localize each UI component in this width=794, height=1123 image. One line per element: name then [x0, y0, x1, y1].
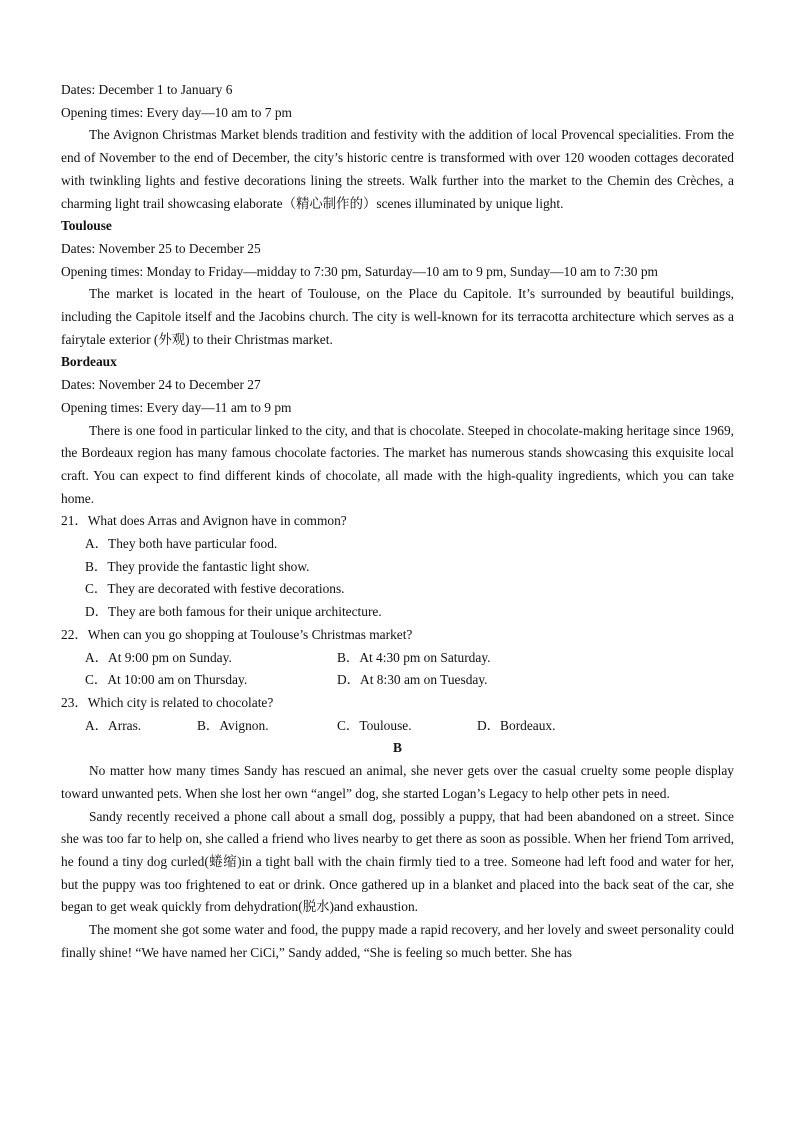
question-21-stem: 21．What does Arras and Avignon have in common? — [61, 513, 347, 529]
question-22-option-b: B．At 4:30 pm on Saturday. — [337, 649, 491, 665]
toulouse-opening-times: Opening times: Monday to Friday—midday to 7:30 pm, Saturday—10 am to 9 pm, Sunday—10 am to 7:30 pm — [61, 263, 658, 279]
question-21-option-b: B．They provide the fantastic light show. — [85, 558, 310, 574]
question-23-option-a: A．Arras. — [85, 717, 142, 733]
question-23-stem: 23．Which city is related to chocolate? — [61, 694, 274, 710]
bordeaux-heading: Bordeaux — [61, 354, 117, 370]
section-b-paragraph-1: No matter how many times Sandy has rescued an animal, she never gets over the casual cruelty some people display toward unwanted pets. When she lost her own “angel” dog, she started Logan’s Legacy to help other pets in need. — [61, 763, 734, 801]
question-23-option-b: B．Avignon. — [197, 717, 269, 733]
question-22-options-row-1 — [61, 647, 734, 670]
toulouse-heading: Toulouse — [61, 218, 112, 234]
question-23-options-row — [61, 715, 734, 738]
question-21-option-d: D．They are both famous for their unique architecture. — [85, 604, 382, 620]
section-b-paragraph-3: The moment she got some water and food, the puppy made a rapid recovery, and her lovely and sweet personality could finally shine! “We have named her CiCi,” Sandy added, “She is feeling so much better. She has — [61, 922, 734, 960]
question-22-options-row-2 — [61, 669, 734, 692]
question-22-option-d: D．At 8:30 am on Tuesday. — [337, 672, 488, 688]
avignon-opening-times: Opening times: Every day—10 am to 7 pm — [61, 104, 292, 120]
question-22-stem: 22．When can you go shopping at Toulouse’s Christmas market? — [61, 626, 413, 642]
question-23-option-c: C．Toulouse. — [337, 717, 412, 733]
bordeaux-opening-times: Opening times: Every day—11 am to 9 pm — [61, 399, 292, 415]
question-22-option-a: A．At 9:00 pm on Sunday. — [85, 649, 232, 665]
toulouse-dates: Dates: November 25 to December 25 — [61, 240, 261, 256]
bordeaux-dates: Dates: November 24 to December 27 — [61, 377, 261, 393]
section-b-label: B — [393, 740, 402, 756]
question-21-option-c: C．They are decorated with festive decorations. — [85, 581, 345, 597]
bordeaux-paragraph: There is one food in particular linked to the city, and that is chocolate. Steeped in chocolate-making heritage since 1969, the Bordeaux region has many famous chocolate factories. The market has numerous stands showcasing this exquisite local craft. You can expect to find different kinds of chocolate, all made with the high-quality ingredients, which you can take home. — [61, 422, 734, 506]
question-21-option-a: A．They both have particular food. — [85, 536, 278, 552]
section-b-paragraph-2: Sandy recently received a phone call about a small dog, possibly a puppy, that had been abandoned on a street. Since she was too far to help on, she called a friend who lives nearby to get there as soon as possible. When her friend Tom arrived, he found a tiny dog curled(蜷缩)in a tight ball with the chain firmly tied to a tree. Someone had left food and water for her, but the puppy was too frightened to eat or drink. Once gathered up in a blanket and placed into the back seat of the car, she began to get weak quickly from dehydration(脱水)and exhaustion. — [61, 808, 734, 915]
avignon-paragraph: The Avignon Christmas Market blends tradition and festivity with the addition of local Provencal specialities. From the end of November to the end of December, the city’s historic centre is transformed with over 120 wooden cottages decorated with twinkling lights and festive decorations lining the streets. Walk further into the market to the Chemin des Crèches, a charming light trail showcasing elaborate（精心制作的）scenes illuminated by unique light. — [61, 127, 734, 211]
question-22-option-c: C．At 10:00 am on Thursday. — [85, 672, 248, 688]
toulouse-paragraph: The market is located in the heart of Toulouse, on the Place du Capitole. It’s surrounded by beautiful buildings, including the Capitole itself and the Jacobins church. The city is well-known for its terracotta architecture which serves as a fairytale exterior (外观) to their Christmas market. — [61, 286, 734, 347]
question-23-option-d: D．Bordeaux. — [477, 717, 556, 733]
avignon-dates: Dates: December 1 to January 6 — [61, 82, 233, 97]
document-content — [61, 79, 734, 964]
